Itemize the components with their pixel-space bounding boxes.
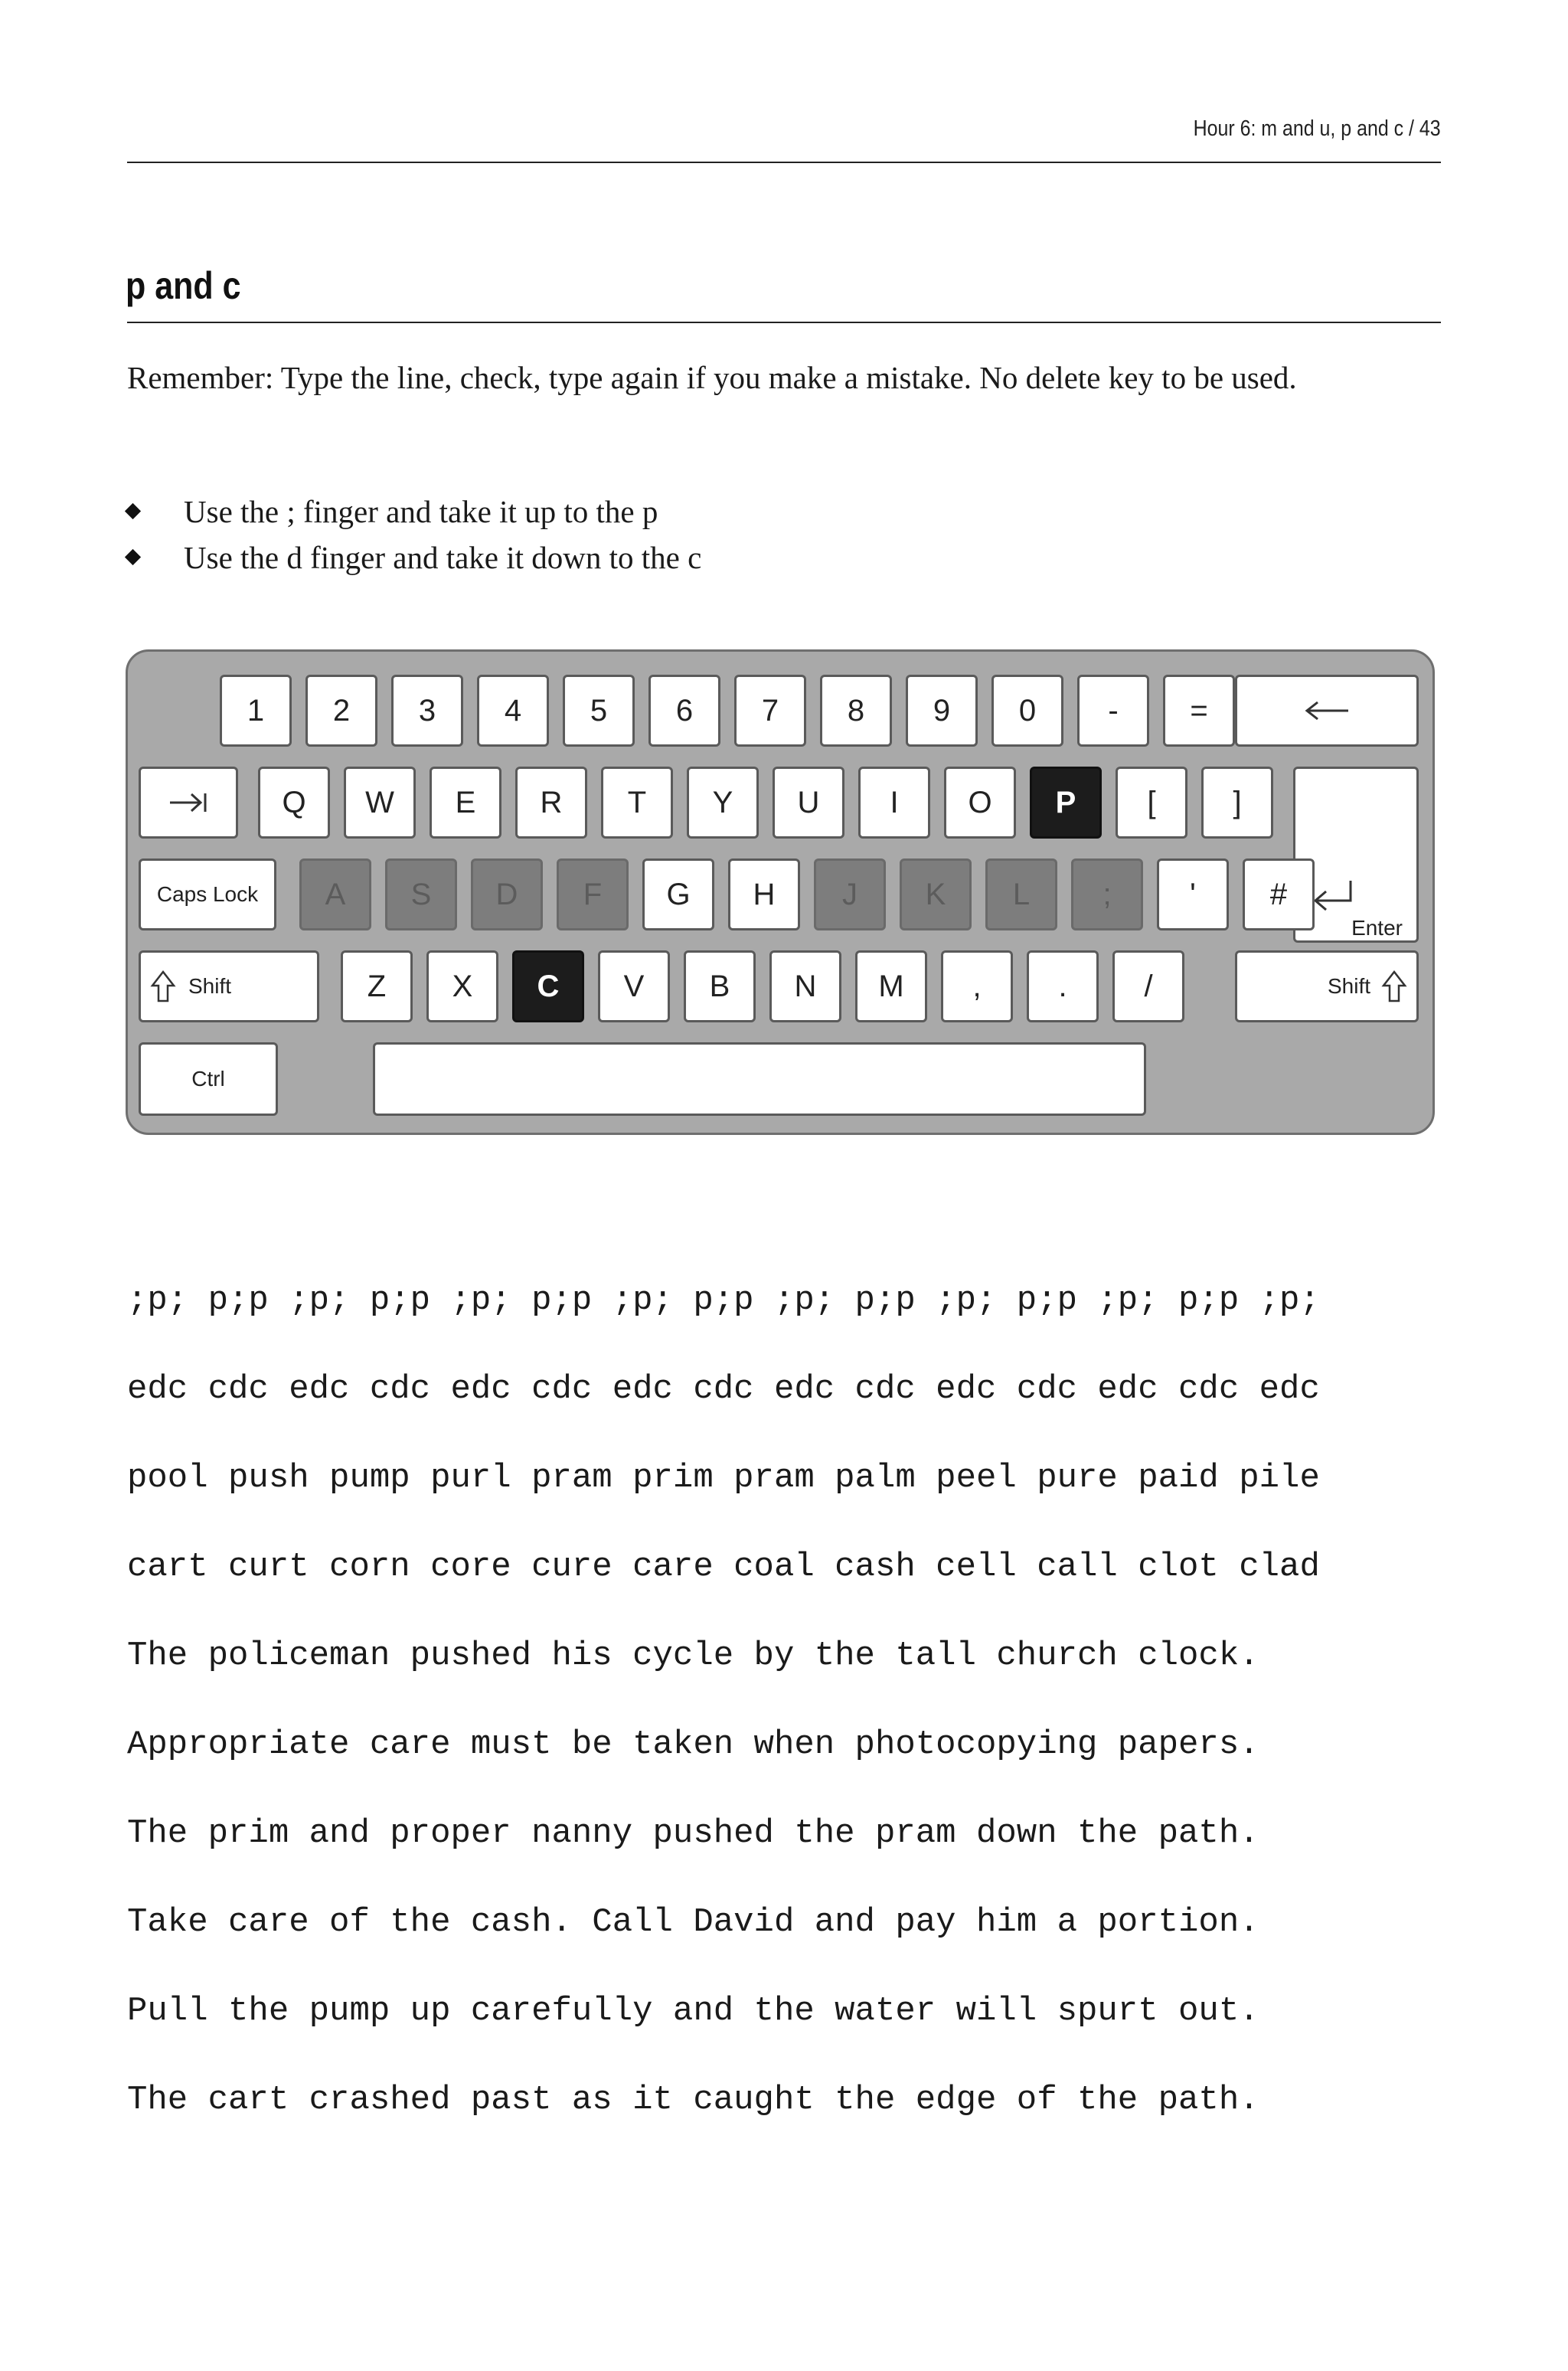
key-period: . bbox=[1027, 950, 1099, 1022]
key-right-bracket: ] bbox=[1201, 767, 1273, 839]
key-z: Z bbox=[341, 950, 413, 1022]
caps-lock-key bbox=[139, 858, 276, 930]
key-s: S bbox=[385, 858, 457, 930]
key-equals: = bbox=[1163, 675, 1235, 747]
key-j: J bbox=[814, 858, 886, 930]
key-7: 7 bbox=[734, 675, 806, 747]
key-semicolon: ; bbox=[1071, 858, 1143, 930]
key-w: W bbox=[344, 767, 416, 839]
key-left-bracket: [ bbox=[1116, 767, 1187, 839]
instruction-text: Use the d finger and take it down to the c bbox=[184, 540, 702, 575]
key-l: L bbox=[985, 858, 1057, 930]
intro-paragraph: Remember: Type the line, check, type again if you make a mistake. No delete key to be used. bbox=[127, 360, 1297, 395]
key-m: M bbox=[855, 950, 927, 1022]
key-v: V bbox=[598, 950, 670, 1022]
left-shift-key bbox=[139, 950, 319, 1022]
ctrl-key bbox=[139, 1042, 278, 1116]
tab-key bbox=[139, 767, 238, 839]
header-rule bbox=[127, 162, 1441, 163]
left-shift-label: Shift bbox=[188, 974, 232, 998]
key-f: F bbox=[557, 858, 629, 930]
key-k: K bbox=[900, 858, 972, 930]
key-2: 2 bbox=[305, 675, 377, 747]
key-9: 9 bbox=[906, 675, 978, 747]
key-r: R bbox=[515, 767, 587, 839]
instruction-item bbox=[127, 535, 701, 580]
shift-arrow-icon bbox=[150, 970, 176, 1003]
drill-line: The prim and proper nanny pushed the pram down the path. bbox=[127, 1814, 1259, 1853]
key-t: T bbox=[601, 767, 673, 839]
key-0: 0 bbox=[991, 675, 1063, 747]
drill-line: Take care of the cash. Call David and pay him a portion. bbox=[127, 1903, 1259, 1941]
key-hash: # bbox=[1243, 858, 1315, 930]
drill-line: Appropriate care must be taken when photocopying papers. bbox=[127, 1725, 1259, 1764]
backspace-key bbox=[1235, 675, 1419, 747]
instruction-text: Use the ; finger and take it up to the p bbox=[184, 494, 658, 529]
key-5: 5 bbox=[563, 675, 635, 747]
key-apostrophe: ' bbox=[1157, 858, 1229, 930]
key-n: N bbox=[769, 950, 841, 1022]
drill-line: pool push pump purl pram prim pram palm peel pure paid pile bbox=[127, 1459, 1320, 1497]
enter-arrow-icon bbox=[1311, 878, 1357, 914]
key-h: H bbox=[728, 858, 800, 930]
drill-lines bbox=[127, 1280, 1320, 2169]
backspace-arrow-icon bbox=[1304, 699, 1350, 722]
drill-line: The policeman pushed his cycle by the tall church clock. bbox=[127, 1637, 1259, 1675]
key-comma: , bbox=[941, 950, 1013, 1022]
enter-key-label: Enter bbox=[1351, 916, 1403, 940]
keyboard-diagram bbox=[126, 649, 1435, 1135]
key-3: 3 bbox=[391, 675, 463, 747]
key-e: E bbox=[430, 767, 501, 839]
key-c: C bbox=[512, 950, 584, 1022]
key-y: Y bbox=[687, 767, 759, 839]
key-8: 8 bbox=[820, 675, 892, 747]
drill-line: Pull the pump up carefully and the water will spurt out. bbox=[127, 1992, 1259, 2030]
key-1: 1 bbox=[220, 675, 292, 747]
key-a: A bbox=[299, 858, 371, 930]
key-d: D bbox=[471, 858, 543, 930]
drill-line: The cart crashed past as it caught the edge of the path. bbox=[127, 2081, 1259, 2119]
key-slash: / bbox=[1112, 950, 1184, 1022]
key-p: P bbox=[1030, 767, 1102, 839]
key-minus: - bbox=[1077, 675, 1149, 747]
key-q: Q bbox=[258, 767, 330, 839]
key-4: 4 bbox=[477, 675, 549, 747]
key-g: G bbox=[642, 858, 714, 930]
key-6: 6 bbox=[648, 675, 720, 747]
key-i: I bbox=[858, 767, 930, 839]
key-o: O bbox=[944, 767, 1016, 839]
caps-lock-label: Caps Lock bbox=[156, 882, 259, 906]
key-u: U bbox=[773, 767, 844, 839]
key-x: X bbox=[426, 950, 498, 1022]
drill-line: cart curt corn core cure care coal cash cell call clot clad bbox=[127, 1548, 1320, 1586]
ctrl-label: Ctrl bbox=[191, 1067, 225, 1091]
shift-arrow-icon bbox=[1381, 970, 1407, 1003]
instruction-list bbox=[127, 489, 701, 580]
diamond-bullet-icon bbox=[125, 549, 141, 565]
right-shift-label: Shift bbox=[1327, 974, 1370, 998]
right-shift-key bbox=[1235, 950, 1419, 1022]
drill-line: edc cdc edc cdc edc cdc edc cdc edc cdc edc cdc edc cdc edc bbox=[127, 1370, 1320, 1408]
section-rule bbox=[127, 322, 1441, 323]
space-bar bbox=[373, 1042, 1146, 1116]
tab-arrow-icon bbox=[167, 791, 210, 814]
drill-line: ;p; p;p ;p; p;p ;p; p;p ;p; p;p ;p; p;p ;p; p;p ;p; p;p ;p; bbox=[127, 1281, 1320, 1320]
section-title: p and c bbox=[126, 264, 241, 307]
diamond-bullet-icon bbox=[125, 503, 141, 519]
running-head: Hour 6: m and u, p and c / 43 bbox=[1193, 116, 1441, 141]
key-b: B bbox=[684, 950, 756, 1022]
instruction-item bbox=[127, 489, 701, 535]
